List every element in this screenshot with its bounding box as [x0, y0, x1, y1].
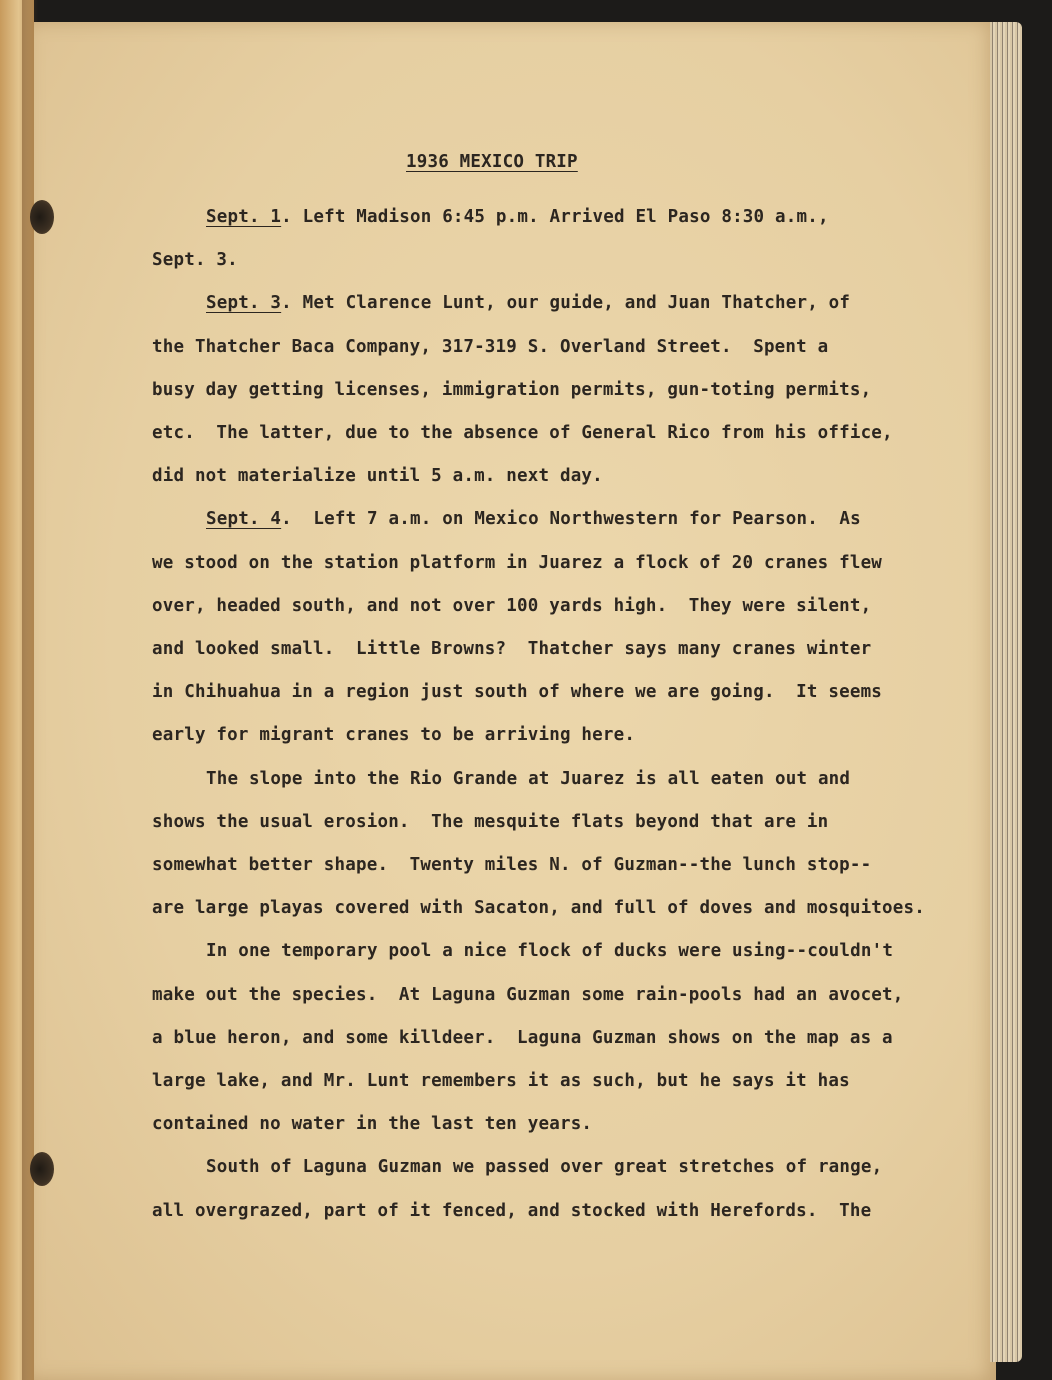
entry-date: Sept. 1 — [206, 207, 282, 227]
line-text: . Left 7 a.m. on Mexico Northwestern for Pearson. As — [281, 509, 861, 530]
text-line: make out the species. At Laguna Guzman some rain-pools had an avocet, — [152, 984, 904, 1005]
text-line: In one temporary pool a nice flock of ducks were using--couldn't — [206, 941, 894, 962]
entry-date: Sept. 4 — [206, 509, 282, 530]
typed-text — [122, 150, 942, 1233]
text-line: the Thatcher Baca Company, 317-319 S. Overland Street. Spent a — [152, 336, 829, 357]
text-line: a blue heron, and some killdeer. Laguna Guzman shows on the map as a — [152, 1027, 893, 1048]
paragraph-laguna-guzman — [122, 930, 942, 1146]
text-line: all overgrazed, part of it fenced, and stocked with Herefords. The — [152, 1200, 872, 1221]
punch-hole-top — [30, 200, 54, 234]
text-line — [122, 498, 942, 541]
paragraph-rio-grande — [122, 758, 942, 931]
text-line: we stood on the station platform in Juarez a flock of 20 cranes flew — [152, 552, 883, 573]
line-text: . Left Madison 6:45 p.m. Arrived El Paso 8:30 a.m., — [281, 207, 829, 227]
paragraph-range — [122, 1146, 942, 1232]
text-line: over, headed south, and not over 100 yards high. They were silent, — [152, 595, 872, 616]
paragraph-sept-1 — [122, 196, 942, 282]
paragraph-sept-4 — [122, 498, 942, 757]
punch-hole-bottom — [30, 1152, 54, 1186]
text-line: The slope into the Rio Grande at Juarez is all eaten out and — [206, 768, 851, 789]
text-line: early for migrant cranes to be arriving here. — [152, 725, 636, 746]
entry-date: Sept. 3 — [206, 293, 282, 314]
text-line: somewhat better shape. Twenty miles N. of Guzman--the lunch stop-- — [152, 855, 872, 876]
text-line: and looked small. Little Browns? Thatcher says many cranes winter — [152, 639, 872, 660]
page-stack-edge — [990, 22, 1022, 1362]
document-title: 1936 MEXICO TRIP — [406, 152, 578, 172]
text-line: South of Laguna Guzman we passed over great stretches of range, — [206, 1157, 883, 1178]
text-line: etc. The latter, due to the absence of General Rico from his office, — [152, 423, 893, 444]
text-line: shows the usual erosion. The mesquite flats beyond that are in — [152, 811, 829, 832]
line-text: . Met Clarence Lunt, our guide, and Juan Thatcher, of — [281, 293, 851, 314]
text-line: in Chihuahua in a region just south of where we are going. It seems — [152, 682, 883, 703]
text-line — [122, 196, 942, 239]
text-line — [122, 282, 942, 325]
text-line: busy day getting licenses, immigration permits, gun-toting permits, — [152, 379, 872, 400]
text-line: large lake, and Mr. Lunt remembers it as such, but he says it has — [152, 1071, 850, 1092]
paragraph-sept-3 — [122, 282, 942, 498]
text-line: Sept. 3. — [152, 250, 238, 271]
text-line: did not materialize until 5 a.m. next day. — [152, 466, 603, 487]
text-line: are large playas covered with Sacaton, and full of doves and mosquitoes. — [152, 898, 925, 919]
text-line: contained no water in the last ten years. — [152, 1114, 593, 1135]
